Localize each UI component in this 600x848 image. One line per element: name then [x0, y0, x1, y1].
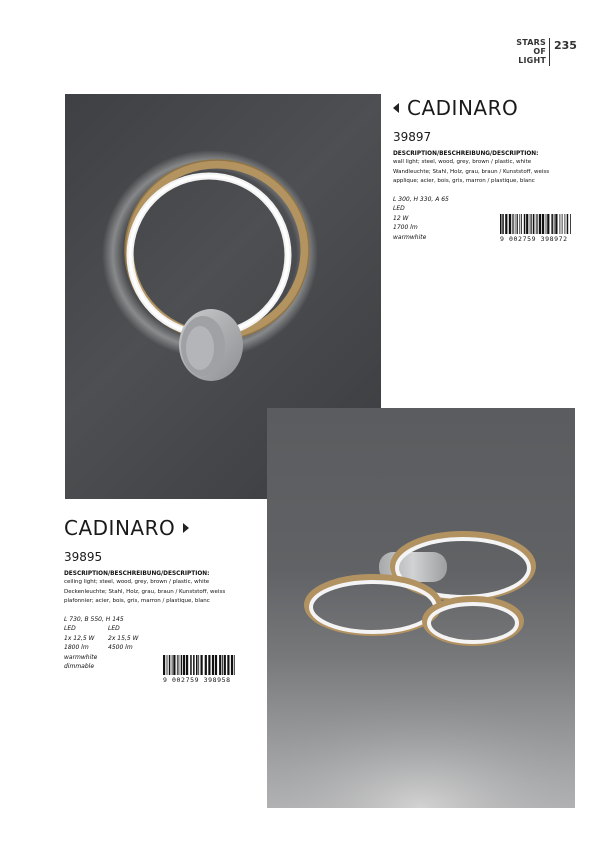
description — [393, 158, 573, 187]
product-code: 39895 — [64, 550, 103, 564]
brand-divider — [549, 38, 550, 66]
spec-dimensions: L 300, H 330, A 65 — [393, 195, 449, 203]
barcode-bars — [500, 214, 572, 234]
spec-lumen: 1800 lm — [64, 644, 89, 651]
spec-light-source: LED — [64, 625, 76, 632]
spec-wattage: 1x 12,5 W — [64, 634, 95, 642]
spec-column-1 — [64, 624, 108, 672]
barcode-number: 9 002759 398958 — [163, 676, 231, 684]
barcode — [163, 655, 235, 684]
description-line: plafonnier; acier, bois, gris, marron / plastique, blanc — [64, 598, 210, 604]
product-name: CADINARO — [64, 516, 176, 540]
barcode-number: 9 002759 398972 — [500, 235, 568, 243]
description-line: wall light; steel, wood, grey, brown / plastic, white — [393, 159, 532, 165]
spec-dimensions: L 730, B 550, H 145 — [64, 615, 124, 623]
spec-lumen: 1700 lm — [393, 224, 418, 231]
spec-light-source: LED — [108, 625, 120, 632]
description-line: Wandleuchte; Stahl, Holz, grau, braun / Kunststoff, weiss — [393, 168, 550, 175]
spec-wattage: 12 W — [393, 214, 409, 222]
page-number: 235 — [554, 39, 577, 52]
spec-dimmable: dimmable — [64, 663, 95, 670]
spec-light-source: LED — [393, 205, 405, 212]
arrow-left-icon — [393, 103, 399, 113]
product-name: CADINARO — [407, 96, 519, 120]
description-heading: DESCRIPTION/BESCHREIBUNG/DESCRIPTION: — [64, 571, 210, 577]
description-line: ceiling light; steel, wood, grey, brown / plastic, white — [64, 579, 210, 585]
description-line: Deckenleuchte; Stahl, Holz, grau, braun / Kunststoff, weiss — [64, 588, 226, 595]
spec-wattage: 2x 15,5 W — [108, 634, 139, 642]
description-heading: DESCRIPTION/BESCHREIBUNG/DESCRIPTION: — [393, 151, 539, 157]
spec-color-temp: warmwhite — [393, 233, 427, 241]
description-line: applique; acier, bois, gris, marron / plastique, blanc — [393, 178, 535, 184]
spec-column-2 — [108, 624, 168, 672]
barcode-bars — [163, 655, 235, 675]
brand-logo — [512, 38, 546, 65]
product-title-row — [64, 516, 264, 540]
spec-color-temp: warmwhite — [64, 653, 98, 661]
description — [64, 578, 264, 607]
brand-line: STARS — [516, 38, 546, 47]
ceiling-light-photo — [267, 408, 575, 808]
arrow-right-icon — [183, 523, 189, 533]
product-code: 39897 — [393, 130, 432, 144]
product-ceiling-light — [64, 516, 264, 672]
spec-lumen: 4500 lm — [108, 644, 133, 651]
ceiling-light-illustration — [267, 408, 575, 808]
product-title-row — [393, 96, 573, 120]
barcode — [500, 214, 572, 243]
brand-line: LIGHT — [518, 56, 546, 65]
brand-line: OF — [533, 47, 546, 56]
